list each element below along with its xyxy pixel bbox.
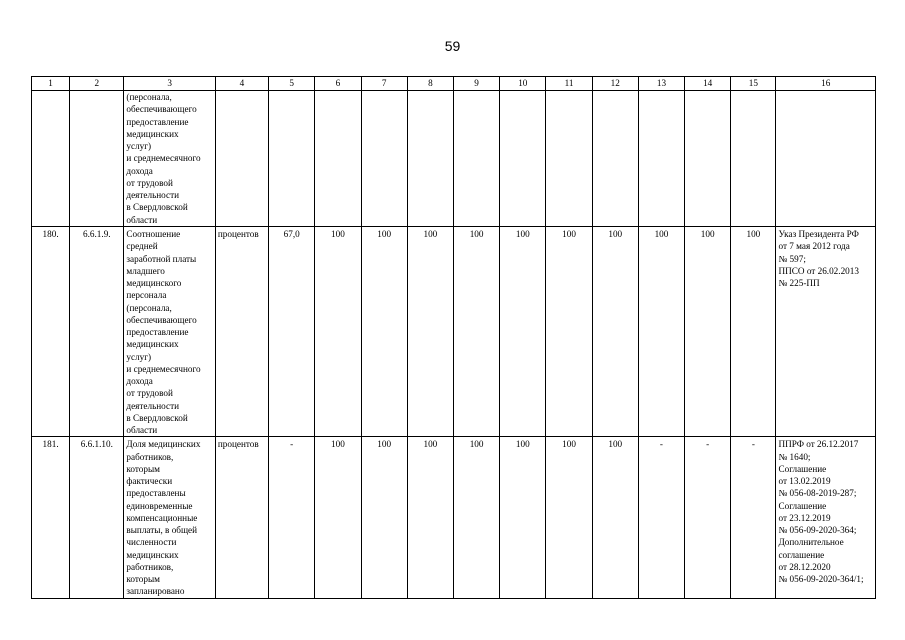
table-cell bbox=[70, 91, 124, 227]
table-cell bbox=[776, 91, 876, 227]
value-cell: 100 bbox=[731, 227, 776, 437]
table-cell bbox=[592, 91, 638, 227]
row-code-cell: 6.6.1.9. bbox=[70, 227, 124, 437]
column-header: 10 bbox=[500, 77, 546, 91]
table-cell bbox=[453, 91, 499, 227]
value-cell: 100 bbox=[453, 437, 499, 598]
value-cell: 67,0 bbox=[269, 227, 315, 437]
value-cell: - bbox=[731, 437, 776, 598]
value-cell: 100 bbox=[500, 437, 546, 598]
value-cell: 100 bbox=[407, 437, 453, 598]
source-cell: ППРФ от 26.12.2017 № 1640; Соглашение от 13.02.2019 № 056-08-2019-287; Соглашение от 23.12.2019 № 056-09-2020-364; Дополнительное соглашение от 28.12.2020 № 056-09-2020-364/1; bbox=[776, 437, 876, 598]
column-header: 9 bbox=[453, 77, 499, 91]
table-cell bbox=[215, 91, 268, 227]
unit-cell: процентов bbox=[215, 437, 268, 598]
value-cell: 100 bbox=[315, 227, 361, 437]
column-header: 5 bbox=[269, 77, 315, 91]
column-header: 4 bbox=[215, 77, 268, 91]
table-row-continuation bbox=[32, 91, 876, 227]
column-header: 1 bbox=[32, 77, 70, 91]
indicator-name-cell: Соотношение средней заработной платы младшего медицинского персонала (персонала, обеспечивающего предоставление медицинских услуг) и среднемесячного дохода от трудовой деятельности в Свердловской области bbox=[124, 227, 215, 437]
table-cell bbox=[546, 91, 592, 227]
value-cell: 100 bbox=[361, 437, 407, 598]
column-header: 6 bbox=[315, 77, 361, 91]
table-cell bbox=[685, 91, 731, 227]
source-cell: Указ Президента РФ от 7 мая 2012 года № 597; ППСО от 26.02.2013 № 225-ПП bbox=[776, 227, 876, 437]
table-row bbox=[32, 227, 876, 437]
column-header: 2 bbox=[70, 77, 124, 91]
value-cell: 100 bbox=[361, 227, 407, 437]
column-header: 3 bbox=[124, 77, 215, 91]
table-cell bbox=[731, 91, 776, 227]
table-cell bbox=[500, 91, 546, 227]
row-number-cell: 180. bbox=[32, 227, 70, 437]
value-cell: 100 bbox=[500, 227, 546, 437]
value-cell: 100 bbox=[407, 227, 453, 437]
value-cell: - bbox=[269, 437, 315, 598]
row-code-cell: 6.6.1.10. bbox=[70, 437, 124, 598]
value-cell: 100 bbox=[453, 227, 499, 437]
column-header: 12 bbox=[592, 77, 638, 91]
column-header: 13 bbox=[638, 77, 684, 91]
header-row bbox=[32, 77, 876, 91]
column-header: 14 bbox=[685, 77, 731, 91]
value-cell: - bbox=[685, 437, 731, 598]
table-cell bbox=[32, 91, 70, 227]
column-header: 7 bbox=[361, 77, 407, 91]
value-cell: 100 bbox=[546, 437, 592, 598]
table-cell bbox=[361, 91, 407, 227]
value-cell: 100 bbox=[685, 227, 731, 437]
indicators-table bbox=[31, 76, 876, 599]
column-header: 11 bbox=[546, 77, 592, 91]
table-cell bbox=[638, 91, 684, 227]
column-header: 15 bbox=[731, 77, 776, 91]
unit-cell: процентов bbox=[215, 227, 268, 437]
table-cell bbox=[315, 91, 361, 227]
column-header: 8 bbox=[407, 77, 453, 91]
page-number: 59 bbox=[444, 38, 461, 54]
value-cell: - bbox=[638, 437, 684, 598]
indicator-name-cell: Доля медицинских работников, которым фактически предоставлены единовременные компенсационные выплаты, в общей численности медицинских работников, которым запланировано bbox=[124, 437, 215, 598]
value-cell: 100 bbox=[592, 437, 638, 598]
table-row bbox=[32, 437, 876, 598]
table-cell bbox=[407, 91, 453, 227]
indicator-name-cell: (персонала, обеспечивающего предоставление медицинских услуг) и среднемесячного дохода от трудовой деятельности в Свердловской области bbox=[124, 91, 215, 227]
value-cell: 100 bbox=[546, 227, 592, 437]
table-cell bbox=[269, 91, 315, 227]
value-cell: 100 bbox=[592, 227, 638, 437]
column-header: 16 bbox=[776, 77, 876, 91]
value-cell: 100 bbox=[315, 437, 361, 598]
row-number-cell: 181. bbox=[32, 437, 70, 598]
value-cell: 100 bbox=[638, 227, 684, 437]
